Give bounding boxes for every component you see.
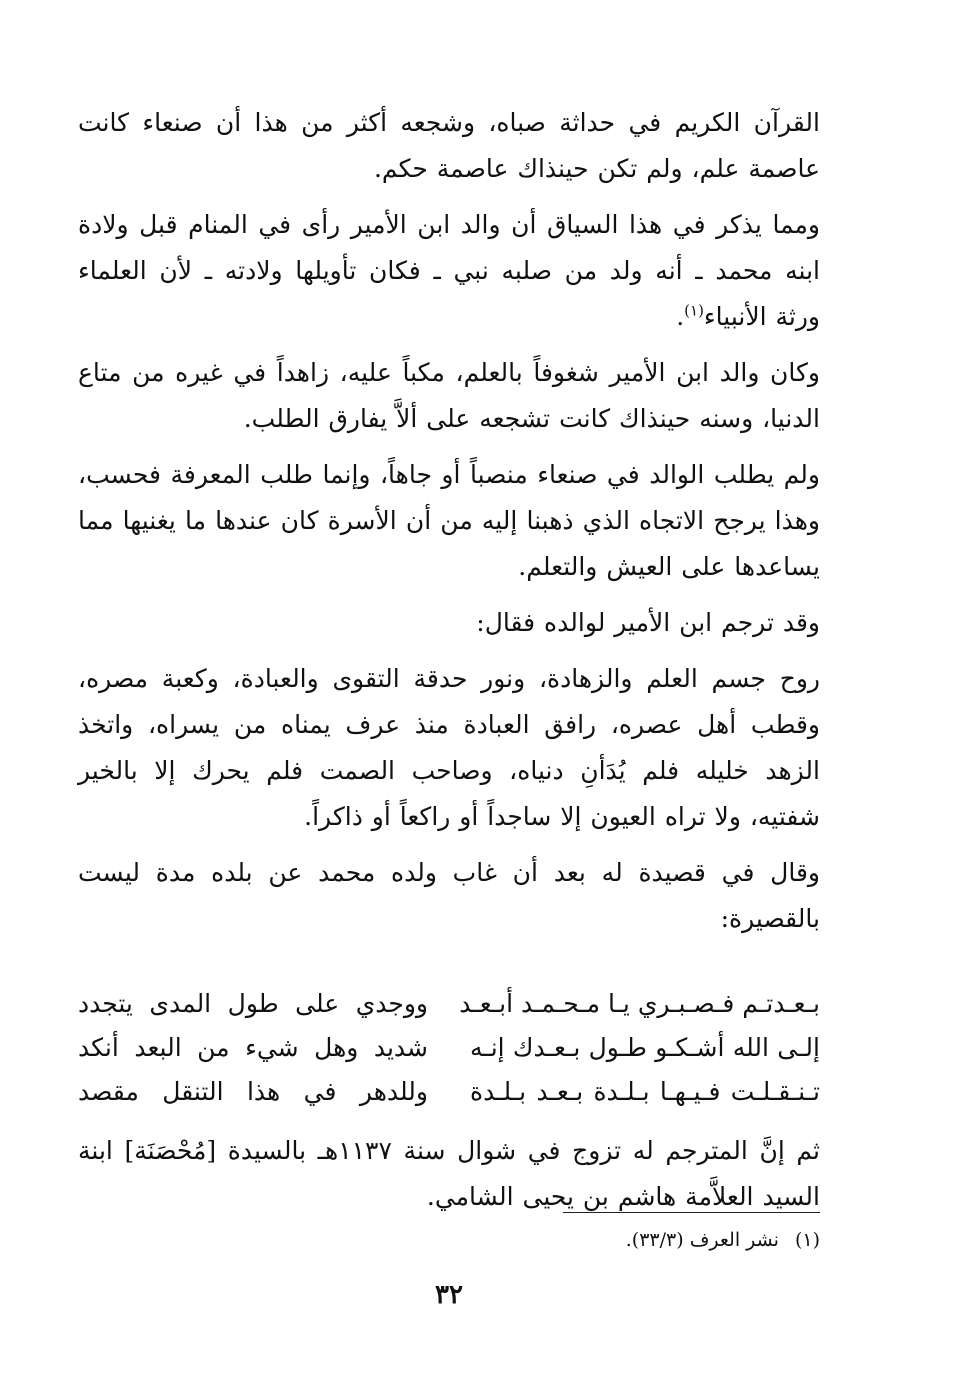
paragraph-2 [78,202,820,340]
footnote-divider [563,1212,820,1213]
poem-verse [78,1026,820,1070]
paragraph-5: وقد ترجم ابن الأمير لوالده فقال: [476,608,820,637]
footnote [626,1226,820,1254]
poem-first-hemistich: إلـى الله أشـكـو طـول بـعـدك إنـه [470,1033,820,1062]
quote-paragraph: روح جسم العلم والزهادة، ونور حدقة التقوى والعبادة، وكعبة مصره، وقطب أهل عصره، رافق العبادة منذ عرف يمناه من يسراه، واتخذ الزهد خليله فلم يُدَأنِ دنياه، وصاحب الصمت فلم يحرك إلا بالخير شفتيه، ولا تراه العيون إلا ساجداً أو راكعاً أو ذاكراً. [78,664,820,831]
poem-verse [78,1070,820,1114]
paragraph-2-end: . [676,302,685,331]
poem-second-hemistich: وللدهر في هذا التنقل مقصد [78,1077,428,1106]
paragraph-1: القرآن الكريم في حداثة صباه، وشجعه أكثر من هذا أن صنعاء كانت عاصمة علم، ولم تكن حينذاك عاصمة حكم. [78,108,820,183]
poem-first-hemistich: تـنـقـلـت فـيـهـا بـلـدة بـعـد بـلـدة [470,1077,820,1106]
closing-paragraph: ثم إنَّ المترجم له تزوج في شوال سنة ١١٣٧هـ بالسيدة [مُحْصَنَة] ابنة السيد العلاَّمة هاشم بن يحيى الشامي. [78,1136,821,1211]
paragraph-2-text: ومما يذكر في هذا السياق أن والد ابن الأمير رأى في المنام قبل ولادة ابنه محمد ـ أنه ولد من صلبه نبي ـ فكان تأويلها ولادته ـ لأن العلماء ورثة الأنبياء [78,210,820,331]
page-number: ٣٢ [435,1280,463,1310]
footnote-reference[interactable]: (١) [684,301,704,320]
footnote-number: (١) [794,1229,820,1251]
poem-verse [78,982,820,1026]
paragraph-3: وكان والد ابن الأمير شغوفاً بالعلم، مكباً عليه، زاهداً في غيره من متاع الدنيا، وسنه حينذاك كانت تشجعه على ألاَّ يفارق الطلب. [78,358,820,433]
poem-second-hemistich: شديد وهل شيء من البعد أنكد [78,1033,428,1062]
paragraph-4: ولم يطلب الوالد في صنعاء منصباً أو جاهاً، وإنما طلب المعرفة فحسب، وهذا يرجح الاتجاه الذي ذهبنا إليه من أن الأسرة كان عندها ما يغنيها مما يساعدها على العيش والتعلم. [78,460,820,581]
poem-first-hemistich: بـعـدتـم فـصـبـري يـا مـحـمـد أبـعـد [459,989,820,1018]
poem [78,982,820,1114]
footnote-text: نشر العرف (٣٣/٣). [625,1229,779,1251]
poem-second-hemistich: ووجدي على طول المدى يتجدد [78,989,428,1018]
paragraph-7: وقال في قصيدة له بعد أن غاب ولده محمد عن بلده مدة ليست بالقصيرة: [78,858,820,933]
book-page [78,100,820,1330]
